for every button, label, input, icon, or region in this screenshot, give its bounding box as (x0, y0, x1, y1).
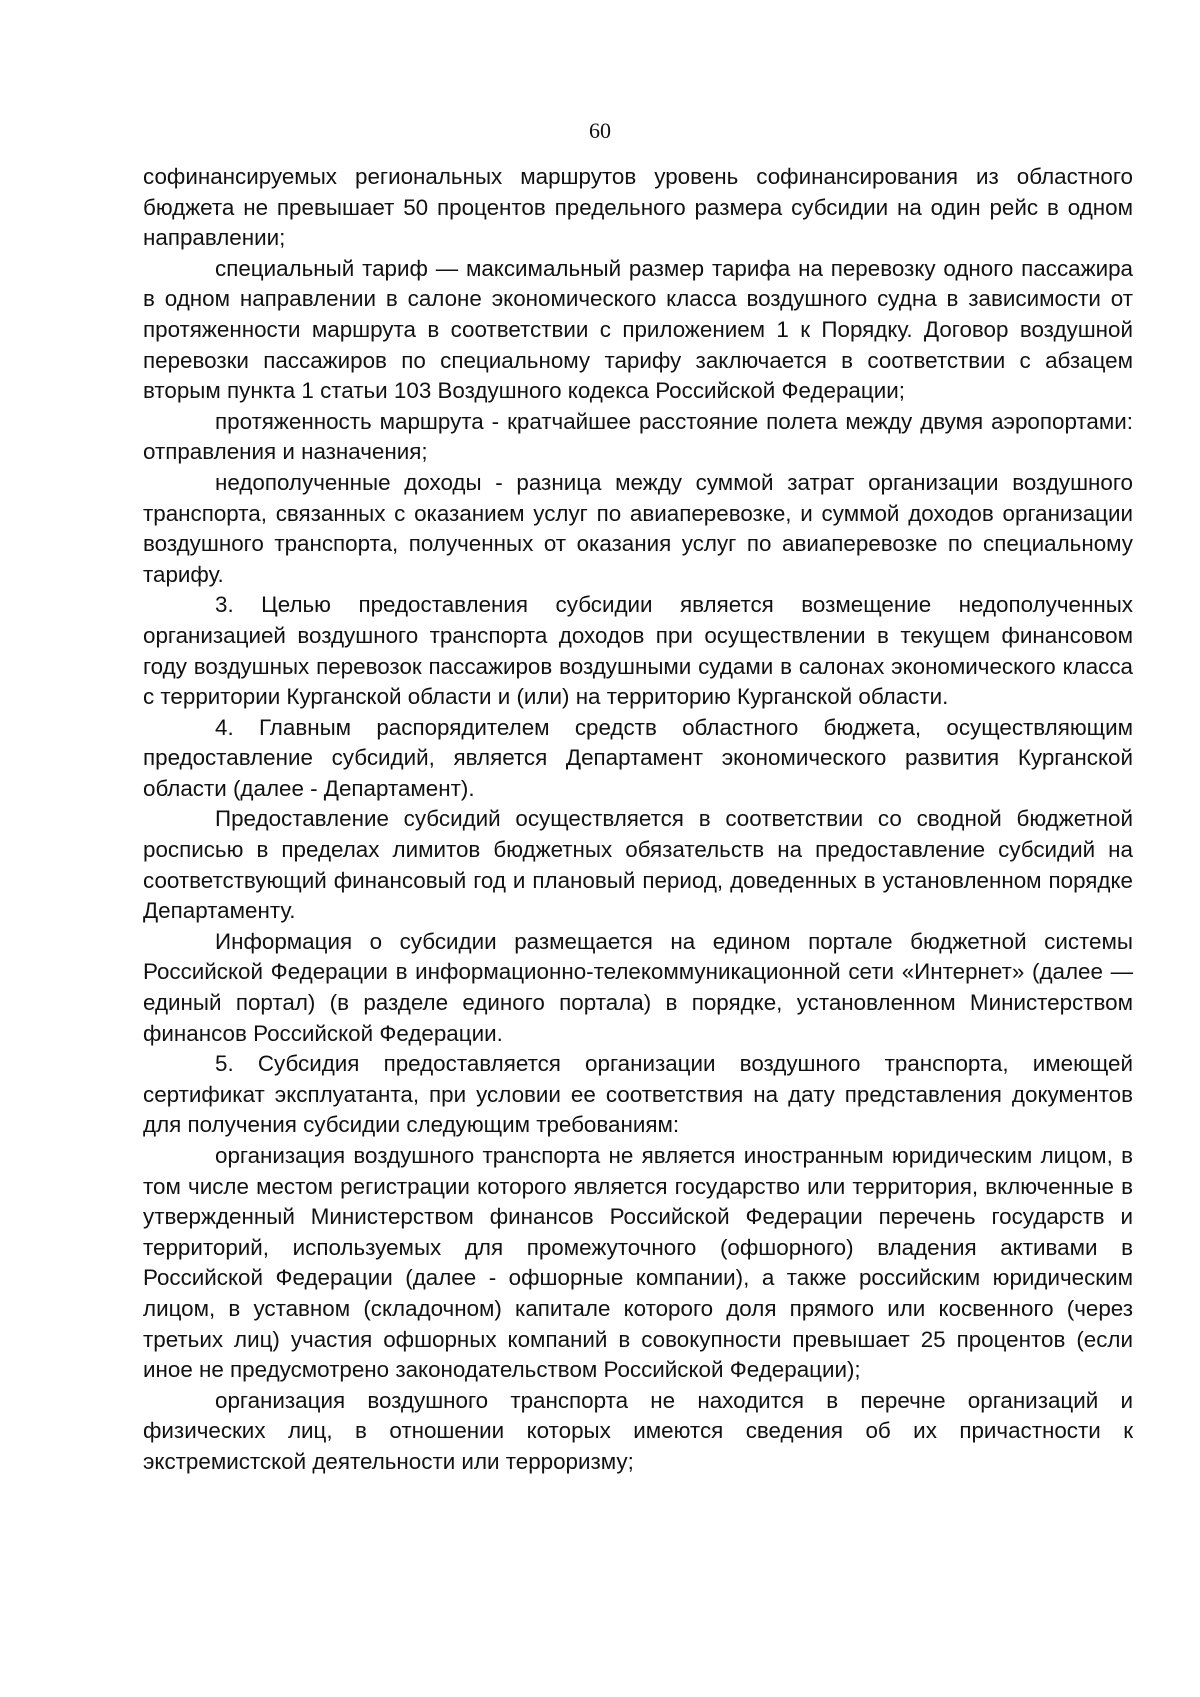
paragraph-requirement-offshore: организация воздушного транспорта не является иностранным юридическим лицом, в том числе местом регистрации которого является государство или территория, включенные в утвержденный Министерством финансов Российской Федерации перечень государств и территорий, используемых для промежуточного (офшорного) владения активами в Российской Федерации (далее - офшорные компании), а также российским юридическим лицом, в уставном (складочном) капитале которого доля прямого или косвенного (через третьих лиц) участия офшорных компаний в совокупности превышает 25 процентов (если иное не предусмотрено законодательством Российской Федерации); (143, 1143, 1133, 1383)
paragraph-item-4: 4. Главным распорядителем средств областного бюджета, осуществляющим предоставление субсидий, является Департамент экономического развития Курганской области (далее - Департамент). (143, 714, 1133, 801)
paragraph-route-length: протяженность маршрута - кратчайшее расстояние полета между двумя аэропортами: отправления и назначения; (143, 408, 1133, 465)
paragraph-item-3: 3. Целью предоставления субсидии является возмещение недополученных организацией воздушного транспорта доходов при осуществлении в текущем финансовом году воздушных перевозок пассажиров воздушными судами в салонах экономического класса с территории Курганской области и (или) на территорию Курганской области. (143, 592, 1133, 710)
paragraph-lost-income: недополученные доходы - разница между суммой затрат организации воздушного транспорта, связанных с оказанием услуг по авиаперевозке, и суммой доходов организации воздушного транспорта, полученных от оказания услуг по авиаперевозке по специальному тарифу. (143, 469, 1133, 587)
paragraph-subsidy-provision: Предоставление субсидий осуществляется в соответствии со сводной бюджетной росписью в пределах лимитов бюджетных обязательств на предоставление субсидий на соответствующий финансовый год и плановый период, доведенных в установленном порядке Департаменту. (143, 806, 1133, 924)
paragraph-item-5: 5. Субсидия предоставляется организации воздушного транспорта, имеющей сертификат эксплуатанта, при условии ее соответствия на дату представления документов для получения субсидии следующим требованиям: (143, 1051, 1133, 1138)
document-body (143, 162, 1133, 1478)
paragraph-subsidy-info: Информация о субсидии размещается на едином портале бюджетной системы Российской Федерации в информационно-телекоммуникационной сети «Интернет» (далее — единый портал) (в разделе единого портала) в порядке, установленном Министерством финансов Российской Федерации. (143, 928, 1133, 1046)
paragraph-requirement-extremism: организация воздушного транспорта не находится в перечне организаций и физических лиц, в отношении которых имеются сведения об их причастности к экстремистской деятельности или терроризму; (143, 1387, 1133, 1474)
paragraph-special-tariff: специальный тариф — максимальный размер тарифа на перевозку одного пассажира в одном направлении в салоне экономического класса воздушного судна в зависимости от протяженности маршрута в соответствии с приложением 1 к Порядку. Договор воздушной перевозки пассажиров по специальному тарифу заключается в соответствии с абзацем вторым пункта 1 статьи 103 Воздушного кодекса Российской Федерации; (143, 255, 1133, 404)
paragraph-continuation: софинансируемых региональных маршрутов уровень софинансирования из областного бюджета не превышает 50 процентов предельного размера субсидии на один рейс в одном направлении; (143, 164, 1133, 251)
page-number: 60 (589, 118, 611, 143)
